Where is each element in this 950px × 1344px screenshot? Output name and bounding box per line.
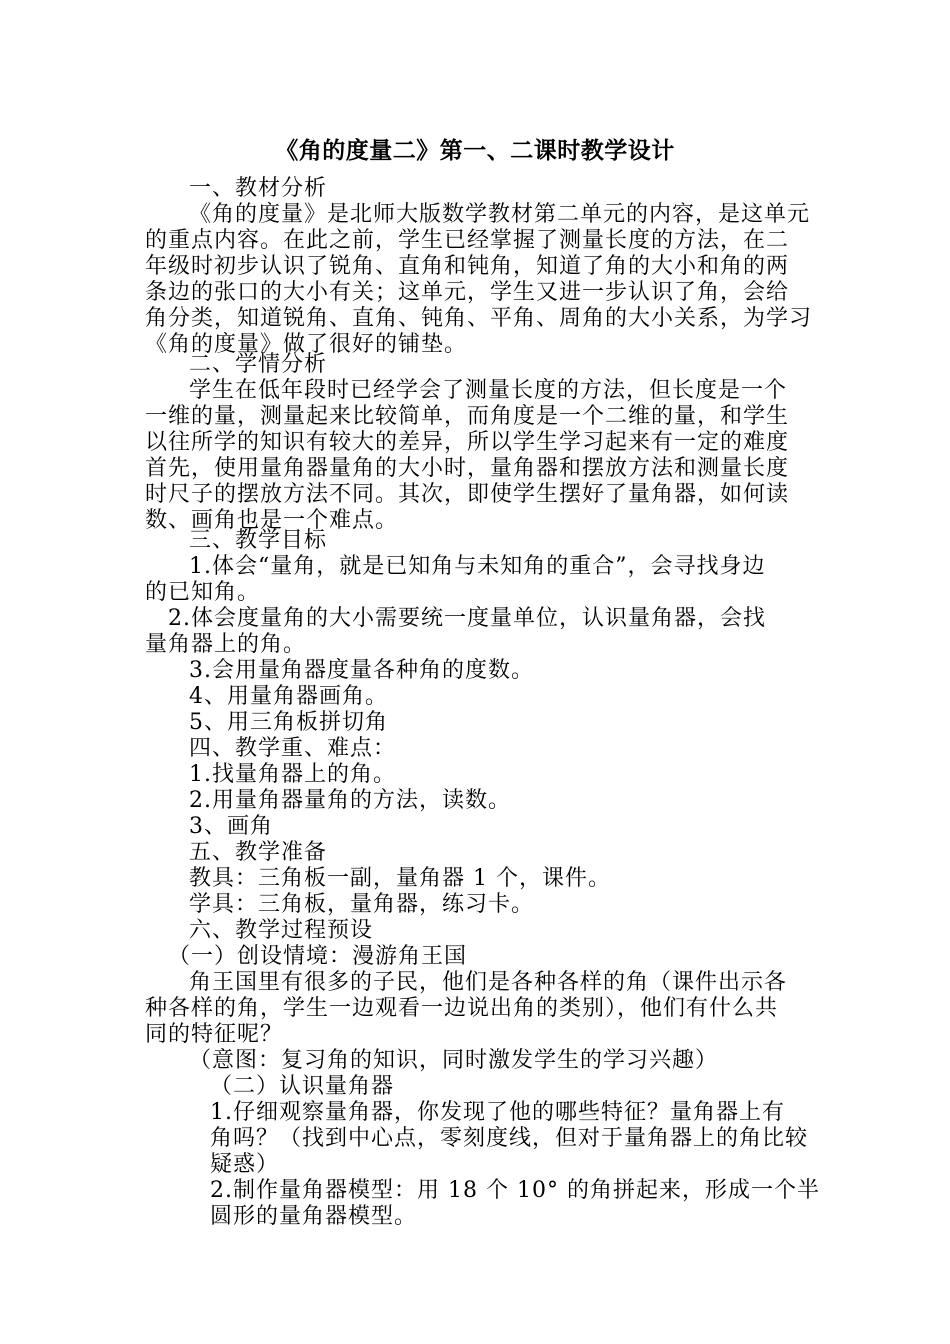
paragraph-line: 角王国里有很多的子民，他们是各种各样的角（课件出示各: [189, 970, 788, 995]
paragraph-line: 《角的度量》是北师大版数学教材第二单元的内容，是这单元: [189, 202, 811, 227]
paragraph-line: 1.找量角器上的角。: [189, 762, 396, 787]
paragraph-line: 量角器上的角。: [145, 632, 307, 657]
paragraph-line: 角分类，知道锐角、直角、钝角、平角、周角的大小关系，为学习: [145, 306, 813, 331]
heading-key-points: 四、教学重、难点：: [189, 736, 397, 761]
paragraph-line: 数、画角也是一个难点。: [145, 508, 399, 533]
paragraph-line: 的重点内容。在此之前，学生已经掌握了测量长度的方法，在二: [145, 228, 790, 253]
paragraph-line: 2.用量角器量角的方法，读数。: [189, 788, 511, 813]
paragraph-line: 3.会用量角器度量各种角的度数。: [189, 658, 534, 683]
paragraph-line: 3、画角: [189, 814, 273, 839]
paragraph-line: 2.制作量角器模型：用 18 个 10° 的角拼起来，形成一个半: [210, 1178, 820, 1203]
paragraph-line: 学生在低年段时已经学会了测量长度的方法，但长度是一个: [189, 378, 788, 403]
paragraph-line: 首先，使用量角器量角的大小时，量角器和摆放方法和测量长度: [145, 456, 790, 481]
paragraph-line: 《角的度量》做了很好的铺垫。: [145, 332, 468, 357]
paragraph-line: 年级时初步认识了锐角、直角和钝角，知道了角的大小和角的两: [145, 254, 790, 279]
heading-preparation: 五、教学准备: [189, 840, 328, 865]
paragraph-line: 种各样的角，学生一边观看一边说出角的类别），他们有什么共: [145, 996, 779, 1021]
paragraph-line: 条边的张口的大小有关；这单元，学生又进一步认识了角，会给: [145, 280, 790, 305]
paragraph-line: 以往所学的知识有较大的差异，所以学生学习起来有一定的难度: [145, 430, 790, 455]
paragraph-line: 1.体会“量角，就是已知角与未知角的重合”，会寻找身边: [189, 554, 766, 579]
paragraph-line: 时尺子的摆放方法不同。其次，即使学生摆好了量角器，如何读: [145, 482, 790, 507]
heading-teaching-process: 六、教学过程预设: [189, 918, 374, 943]
paragraph-line: 的已知角。: [145, 580, 261, 605]
paragraph-line: 角吗？（找到中心点，零刻度线，但对于量角器上的角比较: [210, 1126, 809, 1151]
subheading-scenario: （一）创设情境：漫游角王国: [168, 944, 468, 969]
paragraph-line: 2.体会度量角的大小需要统一度量单位，认识量角器，会找: [168, 606, 766, 631]
paragraph-line: 5、用三角板拼切角: [189, 710, 388, 735]
intent-note: （意图：复习角的知识，同时激发学生的学习兴趣）: [189, 1048, 719, 1073]
heading-textbook-analysis: 一、教材分析: [189, 176, 328, 201]
paragraph-line: 一维的量，测量起来比较简单，而角度是一个二维的量，和学生: [145, 404, 790, 429]
heading-teaching-goals: 三、教学目标: [189, 528, 328, 553]
paragraph-line: 4、用量角器画角。: [189, 684, 388, 709]
paragraph-line: 同的特征呢？: [145, 1022, 284, 1047]
paragraph-line: 圆形的量角器模型。: [210, 1204, 418, 1229]
paragraph-line: 疑惑）: [210, 1152, 280, 1177]
document-title: 《角的度量二》第一、二课时教学设计: [275, 138, 675, 164]
paragraph-line: 1.仔细观察量角器，你发现了他的哪些特征？量角器上有: [210, 1100, 785, 1125]
paragraph-line: 学具：三角板，量角器，练习卡。: [189, 892, 535, 917]
subheading-protractor: （二）认识量角器: [210, 1074, 395, 1099]
heading-student-analysis: 二、学情分析: [189, 352, 328, 377]
paragraph-line: 教具：三角板一副，量角器 1 个，课件。: [189, 866, 611, 891]
